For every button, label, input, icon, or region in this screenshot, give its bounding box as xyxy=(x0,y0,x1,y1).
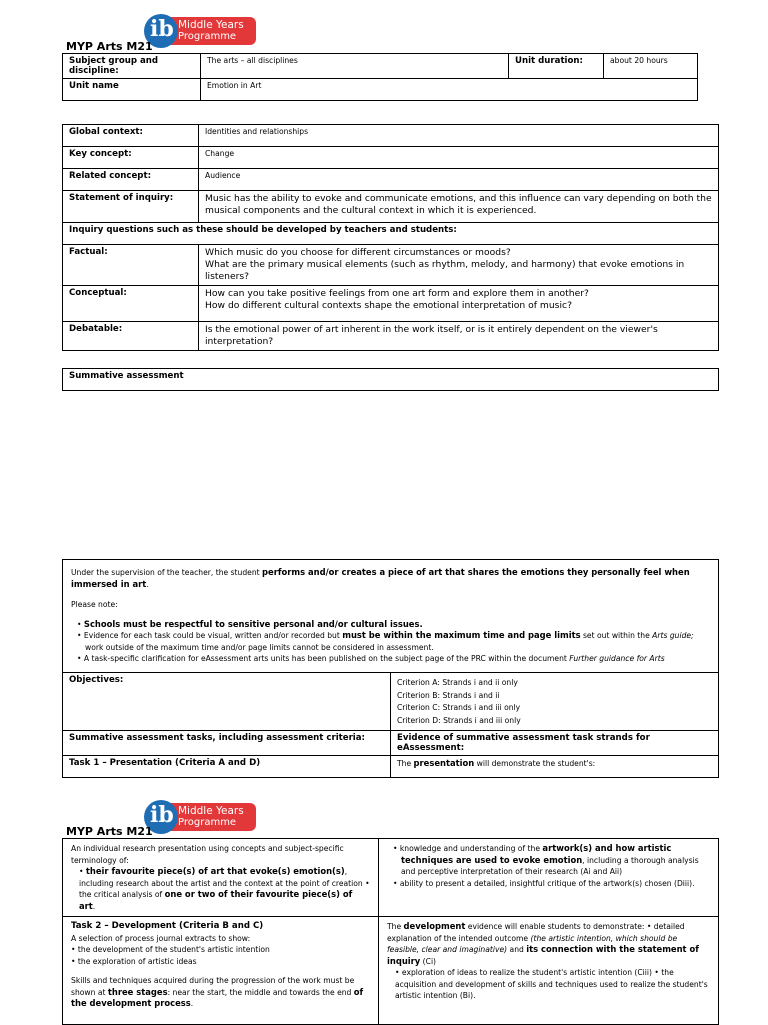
task1-end: . xyxy=(92,901,96,911)
right1-text-d: ability to present a detailed, insightful critique of the artwork(s) chosen (Diii). xyxy=(399,878,695,888)
evidence-label: Evidence of summative assessment task strands for eAssessment: xyxy=(391,731,719,756)
task2-bullet-2: the exploration of artistic ideas xyxy=(77,956,197,966)
logo-line1: Middle Years xyxy=(178,19,244,31)
task2-stages-a: Skills and techniques acquired during the progression of the work must be shown at xyxy=(71,976,355,997)
right2-text-f: and xyxy=(507,945,527,954)
key-concept-label: Key concept: xyxy=(63,147,199,169)
task2-intro: A selection of process journal extracts to show: xyxy=(71,933,251,943)
summative-box xyxy=(62,368,719,391)
objectives-label: Objectives: xyxy=(63,673,391,731)
task1-evidence-a: The xyxy=(397,759,414,768)
right2-italic: (the artistic intention, which should be feasible, clear and imaginative) xyxy=(387,933,678,954)
debatable-question: Is the emotional power of art inherent in the work itself, or is it entirely dependent on the viewer's interpretation? xyxy=(199,322,719,351)
task2-label: Task 2 – Development (Criteria B and C) xyxy=(71,921,264,931)
ib-logo-2 xyxy=(144,800,258,836)
note-item-3: • A task-specific clarification for eAssessment arts units has been published on the subject page of the PRC within the document Further guidance for Arts xyxy=(77,654,665,663)
assessment-table xyxy=(62,559,719,778)
summative-label: Summative assessment xyxy=(63,369,719,391)
related-concept-value: Audience xyxy=(199,169,719,191)
task2-stages-e: . xyxy=(190,999,194,1008)
note2-text-e: work outside of the maximum time and/or page limits cannot be considered in assessment. xyxy=(85,642,434,652)
ib-logo xyxy=(144,14,258,50)
task1-focus-bold: their favourite piece(s) of art that evoke(s) emotion(s) xyxy=(85,866,345,876)
criterion-a: Criterion A: Strands i and ii only xyxy=(397,678,518,687)
note2-bold: must be within the maximum time and page limits xyxy=(342,630,581,640)
right2-text-h: (Ci) xyxy=(420,956,437,966)
task1-research: , including research about the artist and the context at the point of creation xyxy=(79,867,363,888)
statement-label: Statement of inquiry: xyxy=(63,191,199,223)
right1-item-1: • knowledge and understanding of the artwork(s) and how artistic techniques are used to evoke emotion, including a thorough analysis and perceptive interpretation of their research (Ai and Aii) xyxy=(393,843,699,876)
task2-stages-c: : near the start, the middle and towards the end xyxy=(167,987,354,997)
please-note: Please note: xyxy=(71,600,118,609)
criterion-b: Criterion B: Strands i and ii xyxy=(397,690,500,700)
right2-text-j: the acquisition and development of skills and techniques used to realize the student's artistic intention (Bi). xyxy=(395,968,708,1000)
task1-pieces-bold: one or two of their favourite piece(s) of art xyxy=(79,889,353,911)
task1-evidence-c: will demonstrate the student's: xyxy=(474,759,596,768)
inquiry-heading: Inquiry questions such as these should be developed by teachers and students: xyxy=(63,223,719,245)
arts-guide-link: Arts guide; xyxy=(652,631,694,640)
debatable-label: Debatable: xyxy=(63,322,199,351)
task1-evidence-bold: presentation xyxy=(413,758,475,768)
further-guidance-link: Further guidance for Arts xyxy=(569,654,665,663)
right1-bold: artwork(s) and how artistic techniques are used to evoke emotion xyxy=(401,843,672,865)
logo-line1-2: Middle Years xyxy=(178,805,244,817)
duration-label: Unit duration: xyxy=(509,54,604,79)
right2-bold: development xyxy=(403,921,466,931)
related-concept-label: Related concept: xyxy=(63,169,199,191)
conceptual-question-2: How do different cultural contexts shape the emotional interpretation of music? xyxy=(205,300,572,311)
global-context-label: Global context: xyxy=(63,125,199,147)
right1-text-c: , including a thorough analysis and perceptive interpretation of their research (Ai and Aii) xyxy=(401,855,699,876)
unit-info-table xyxy=(62,53,698,101)
task2-bullet-1: the development of the student's artistic intention xyxy=(77,945,270,954)
ib-letters-icon-2: ib xyxy=(150,802,174,828)
factual-question-1: Which music do you choose for different circumstances or moods? xyxy=(205,247,511,258)
right2-text-a: The xyxy=(387,922,404,931)
logo-line2-2: Programme xyxy=(178,817,237,828)
right1-item-2: • ability to present a detailed, insightful critique of the artwork(s) chosen (Diii). xyxy=(393,878,695,888)
unit-name-label: Unit name xyxy=(63,79,201,101)
conceptual-question-1: How can you take positive feelings from one art form and explore them in another? xyxy=(205,288,589,299)
conceptual-label: Conceptual: xyxy=(63,286,199,322)
note2-text-a: Evidence for each task could be visual, written and/or recorded but xyxy=(83,631,343,640)
ib-banner-2 xyxy=(170,803,256,831)
unit-name-value: Emotion in Art xyxy=(201,79,698,101)
page-title-2: MYP Arts M21 xyxy=(66,825,153,838)
duration-value: about 20 hours xyxy=(604,54,698,79)
note-item-2: • Evidence for each task could be visual, written and/or recorded but must be within the maximum time and page limits set out within the Arts guide; work outside of the maximum time and/or page limits cannot be considered in assessment. xyxy=(77,630,694,652)
logo-line2: Programme xyxy=(178,31,237,42)
right1-text-a: knowledge and understanding of the xyxy=(399,844,543,853)
task2-process-bold: of the development process xyxy=(71,986,364,1008)
global-context-value: Identities and relationships xyxy=(199,125,719,147)
factual-question-2: What are the primary musical elements (such as rhythm, melody, and harmony) that evoke emotions in listeners? xyxy=(205,259,685,282)
subject-value: The arts – all disciplines xyxy=(201,54,509,79)
note-item-1: • Schools must be respectful to sensitive personal and/or cultural issues. xyxy=(77,618,423,629)
intro-end: . xyxy=(146,579,149,589)
ib-letters-icon: ib xyxy=(150,16,174,42)
intro-bold: performs and/or creates a piece of art that shares the emotions they personally feel when immersed in art xyxy=(71,567,690,589)
task1-critical: the critical analysis of xyxy=(79,890,165,899)
statement-value: Music has the ability to evoke and communicate emotions, and this influence can vary depending on both the musical components and the cultural context in which it is experienced. xyxy=(199,191,719,223)
inquiry-table xyxy=(62,124,719,351)
right2-text-c: evidence will enable students to demonstrate: xyxy=(465,922,645,931)
right2-text-i: exploration of ideas to realize the student's artistic intention (Ciii) xyxy=(401,968,652,977)
right2-text-d: detailed explanation of the intended outcome xyxy=(387,922,685,943)
criterion-d: Criterion D: Strands i and iii only xyxy=(397,715,521,725)
right2-connection-bold: its connection with the statement of inquiry xyxy=(387,944,699,966)
task1-label: Task 1 – Presentation (Criteria A and D) xyxy=(63,756,391,778)
task-details-table: An individual research presentation using concepts and subject-specific terminology of: • their favourite piece(s) of art that evoke(s) emotion(s), including research about the artist and the context at the point of creation • the critical analysis of one or two of their favourite piece(s) of art. • knowledge and understanding of the artwork(s) and how artistic techniques are used to evoke emotion, including a thorough analysis and perceptive interpretation of their research (Ai and Aii) • ability to present a detailed, insightful critique of the artwork(s) chosen (Diii). Task 2 – Development (Criteria B and C) A selection of process journal extracts to show: • the development of the student's artistic intention • the exploration of artistic ideas Skills and techniques acquired during the progression of the work must be shown at three stages: near the start, the middle and towards the end of the development process. The development evidence will enable students to demonstrate: • detailed explanation of the intended outcome (the artistic intention, which should be feasible, clear and imaginative) and its connection with the statement of inquiry (Ci) • exploration of ideas to realize the student's artistic intention (Ciii) • the acquisition and development of skills and techniques used to realize the student's artistic intention (Bi). xyxy=(62,838,719,1025)
tasks-label: Summative assessment tasks, including assessment criteria: xyxy=(63,731,391,756)
ib-banner xyxy=(170,17,256,45)
page-title: MYP Arts M21 xyxy=(66,40,153,53)
note1-text: Schools must be respectful to sensitive personal and/or cultural issues. xyxy=(83,618,423,629)
task2-stages-bold: three stages xyxy=(107,986,168,997)
key-concept-value: Change xyxy=(199,147,719,169)
intro-text: Under the supervision of the teacher, the student xyxy=(71,568,263,577)
task1-description: An individual research presentation using concepts and subject-specific terminology of: xyxy=(71,844,344,865)
criterion-c: Criterion C: Strands i and iii only xyxy=(397,703,521,712)
note3-text: A task-specific clarification for eAssessment arts units has been published on the subject page of the PRC within the document xyxy=(83,654,570,663)
subject-label: Subject group and discipline: xyxy=(63,54,201,79)
factual-label: Factual: xyxy=(63,245,199,286)
note2-text-c: set out within the xyxy=(580,631,653,640)
